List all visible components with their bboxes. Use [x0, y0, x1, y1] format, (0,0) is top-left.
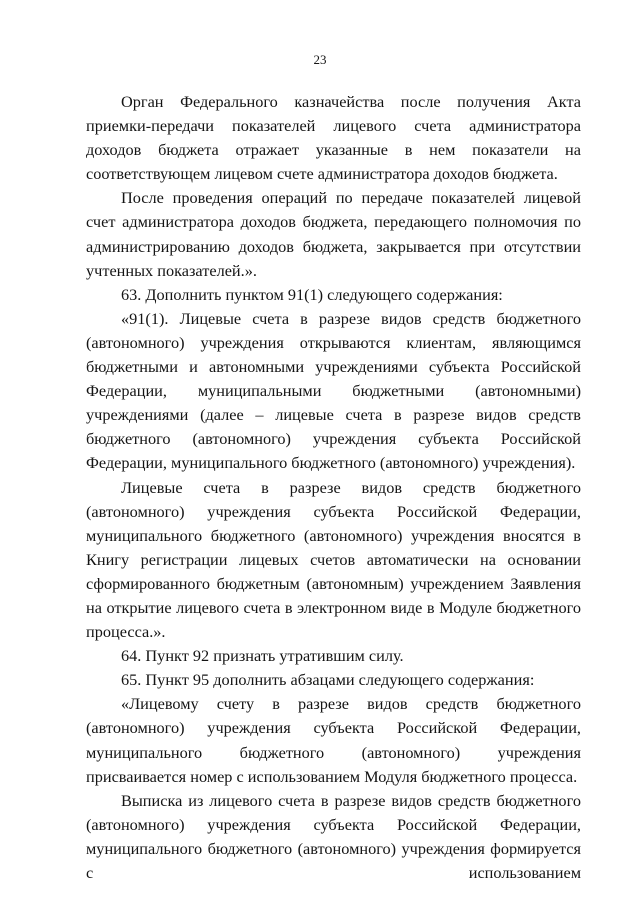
paragraph-accounts-registration: Лицевые счета в разрезе видов средств бюджетного (автономного) учреждения субъекта Российской Федерации, муниципального бюджетного (автономного) учреждения вносятся в Книгу регистрации лицевых счетов автоматически на основании сформированного бюджетным (автономным) учреждением Заявления на открытие лицевого счета в электронном виде в Модуле бюджетного процесса.». — [86, 477, 581, 642]
paragraph-treasury-acceptance: Орган Федерального казначейства после получения Акта приемки-передачи показателей лицевого счета администратора доходов бюджета отражает указанные в нем показатели на соответствующем лицевом счете администратора доходов бюджета. — [86, 92, 581, 184]
paragraph-item-64: 64. Пункт 92 признать утратившим силу. — [121, 646, 404, 666]
paragraph-account-number: «Лицевому счету в разрезе видов средств бюджетного (автономного) учреждения субъекта Российской Федерации, муниципального бюджетного (автономного) учреждения присваивается номер с использованием Модуля бюджетного процесса. — [86, 694, 581, 786]
document-body — [86, 90, 581, 885]
paragraph-item-63: 63. Дополнить пунктом 91(1) следующего содержания: — [121, 284, 503, 304]
paragraph-item-65: 65. Пункт 95 дополнить абзацами следующего содержания: — [121, 670, 535, 690]
paragraph-91-1-opening: «91(1). Лицевые счета в разрезе видов средств бюджетного (автономного) учреждения открываются клиентам, являющимся бюджетными и автономными учреждениями субъекта Российской Федерации, муниципальными бюджетными (автономными) учреждениями (далее – лицевые счета в разрезе видов средств бюджетного (автономного) учреждения субъекта Российской Федерации, муниципального бюджетного (автономного) учреждения). — [86, 308, 581, 473]
paragraph-account-closure: После проведения операций по передаче показателей лицевой счет администратора доходов бюджета, передающего полномочия по администрированию доходов бюджета, закрывается при отсутствии учтенных показателей.». — [86, 188, 581, 280]
paragraph-account-statement: Выписка из лицевого счета в разрезе видов средств бюджетного (автономного) учреждения субъекта Российской Федерации, муниципального бюджетного (автономного) учреждения формируется с использованием — [86, 790, 581, 882]
page-number: 23 — [313, 52, 327, 67]
